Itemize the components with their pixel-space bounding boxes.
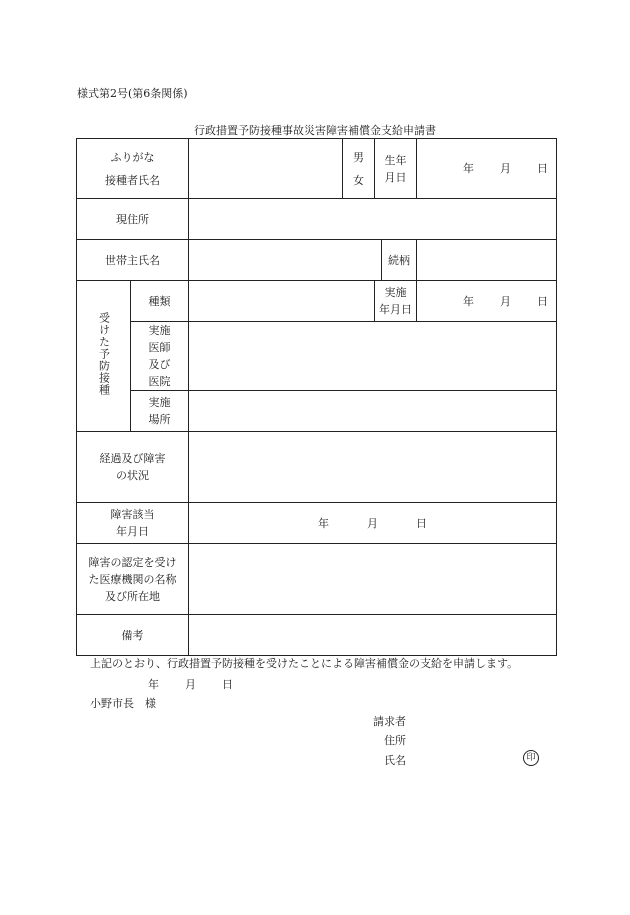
row-place [77, 391, 557, 432]
vaccination-type-label: 種類 [131, 281, 189, 322]
application-form-table [76, 138, 557, 656]
disability-date-line2: 年月日 [116, 525, 149, 538]
facility-field[interactable] [189, 544, 557, 615]
applicant-name-label: 氏名 [384, 754, 406, 767]
app-year-unit: 年 [148, 678, 159, 691]
row-vaccination-type [77, 281, 557, 322]
vaccination-type-field[interactable] [189, 281, 375, 322]
application-date[interactable] [148, 676, 233, 692]
recipient-name-text: 接種者氏名 [105, 173, 160, 187]
applicant-label: 請求者 [373, 715, 406, 728]
applicant-address-label: 住所 [384, 734, 406, 747]
seal-icon: 印 [523, 750, 539, 766]
form-title: 行政措置予防接種事故災害障害補償金支給申請書 [194, 124, 436, 137]
doctor-line4: 医院 [148, 375, 171, 388]
doctor-line2: 医師 [148, 341, 171, 354]
exec-date-field[interactable] [417, 281, 557, 322]
remarks-field[interactable] [189, 615, 557, 656]
recipient-name-field[interactable] [189, 139, 343, 199]
disability-date-field[interactable] [189, 503, 557, 544]
exec-date-label [375, 281, 417, 322]
form-number: 様式第2号(第6条関係) [77, 87, 188, 100]
row-remarks [77, 615, 557, 656]
birth-day-unit: 日 [537, 162, 548, 175]
remarks-label: 備考 [77, 615, 189, 656]
exec-date-line2: 年月日 [379, 303, 412, 316]
sex-cell[interactable] [343, 139, 375, 199]
received-vaccination-text: 受けた予防接種 [97, 311, 111, 396]
place-line2: 場所 [148, 413, 171, 426]
facility-line3: 及び所在地 [105, 589, 160, 603]
furigana-label: ふりがな [110, 150, 155, 164]
relationship-label: 続柄 [382, 240, 417, 281]
household-head-field[interactable] [189, 240, 382, 281]
addressee: 小野市長 様 [90, 697, 156, 710]
exec-date-line1: 実施 [384, 286, 407, 299]
received-vaccination-label [77, 281, 131, 432]
disability-date-label [77, 503, 189, 544]
row-facility [77, 544, 557, 615]
row-doctor [77, 322, 557, 391]
doctor-line3: 及び [148, 358, 171, 371]
birth-month-unit: 月 [500, 162, 511, 175]
progress-line2: の状況 [116, 469, 149, 482]
progress-field[interactable] [189, 432, 557, 503]
place-line1: 実施 [148, 396, 171, 409]
current-address-field[interactable] [189, 199, 557, 240]
disability-month-unit: 月 [367, 516, 378, 530]
facility-line2: た医療機関の名称 [88, 572, 177, 586]
recipient-name-label [77, 139, 189, 199]
birth-label-line1: 生年 [384, 153, 407, 167]
exec-month-unit: 月 [500, 294, 511, 308]
application-statement: 上記のとおり、行政措置予防接種を受けたことによる障害補償金の支給を申請します。 [90, 657, 519, 670]
male-label: 男 [353, 150, 364, 164]
current-address-label: 現住所 [77, 199, 189, 240]
birth-year-unit: 年 [463, 162, 474, 175]
row-recipient [77, 139, 557, 199]
birth-date-label [375, 139, 417, 199]
household-head-label: 世帯主氏名 [77, 240, 189, 281]
progress-label [77, 432, 189, 503]
row-current-address [77, 199, 557, 240]
row-progress [77, 432, 557, 503]
birth-label-line2: 月日 [384, 170, 407, 184]
app-month-unit: 月 [185, 678, 196, 691]
row-household-head [77, 240, 557, 281]
doctor-clinic-label [131, 322, 189, 391]
app-day-unit: 日 [222, 678, 233, 691]
exec-year-unit: 年 [463, 294, 474, 308]
doctor-line1: 実施 [148, 324, 171, 337]
female-label: 女 [353, 173, 364, 187]
disability-date-line1: 障害該当 [110, 508, 155, 521]
disability-day-unit: 日 [416, 516, 427, 530]
exec-day-unit: 日 [537, 294, 548, 308]
exec-place-label [131, 391, 189, 432]
birth-date-field[interactable] [417, 139, 557, 199]
relationship-field[interactable] [417, 240, 557, 281]
progress-line1: 経過及び障害 [99, 452, 166, 465]
facility-label [77, 544, 189, 615]
row-disability-date [77, 503, 557, 544]
doctor-clinic-field[interactable] [189, 322, 557, 391]
facility-line1: 障害の認定を受け [88, 555, 177, 569]
exec-place-field[interactable] [189, 391, 557, 432]
disability-year-unit: 年 [318, 516, 329, 530]
